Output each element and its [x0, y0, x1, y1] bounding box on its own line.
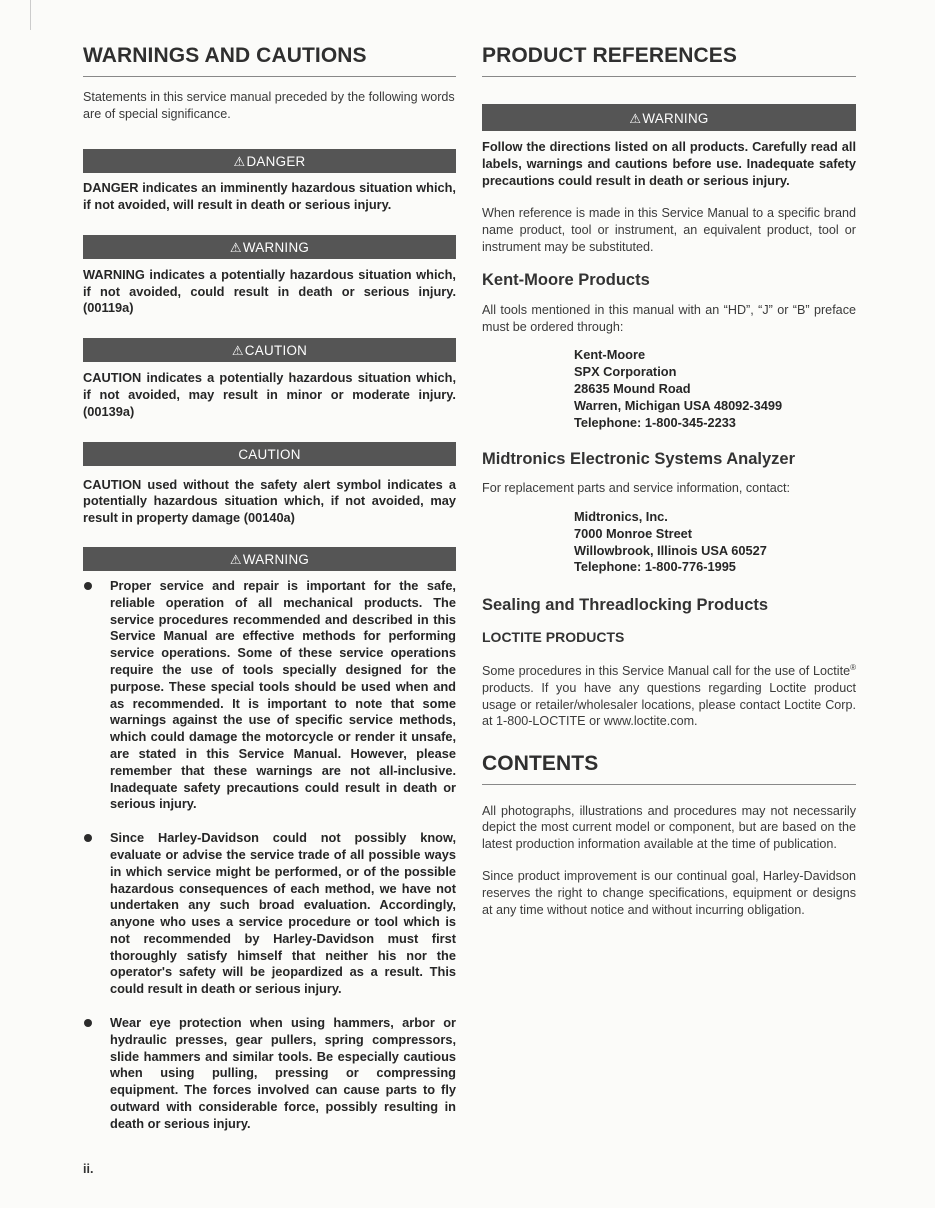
contents-title: CONTENTS — [482, 751, 599, 775]
caution-no-symbol-box — [83, 442, 456, 527]
bullet-icon — [84, 834, 92, 842]
warning-triangle-icon: ⚠ — [629, 111, 642, 126]
warnings-intro: Statements in this service manual preceded by the following words are of special significance. — [83, 90, 455, 121]
product-warning-box — [482, 104, 856, 189]
bullet-icon — [84, 582, 92, 590]
list-item: Since Harley-Davidson could not possibly know, evaluate or advise the service trade of all possible ways in which service might be performed, or of the possible hazardous consequences of each method, we have not undertaken any such broad evaluation. Accordingly, anyone who uses a service procedure or tool which is not recommended by Harley-Davidson must first thoroughly satisfy himself that neither his nor the operator's safety will be jeopardized as a result. This could result in death or serious injury. — [83, 830, 456, 998]
caution-plain-bar — [83, 442, 456, 466]
kent-moore-text: All tools mentioned in this manual with an “HD”, “J” or “B” preface must be ordered through: — [482, 303, 856, 334]
scan-edge-mark — [30, 0, 31, 30]
danger-text: DANGER indicates an imminently hazardous situation which, if not avoided, will result in death or serious injury. — [83, 180, 456, 212]
midtronics-title: Midtronics Electronic Systems Analyzer — [482, 450, 795, 469]
list-item: Wear eye protection when using hammers, arbor or hydraulic presses, gear pullers, spring compressors, slide hammers and similar tools. Be especially cautious when using pulling, pressing or compressing equipment. The forces involved can cause parts to fly outward with considerable force, possibly resulting in death or serious injury. — [83, 1015, 456, 1133]
sealing-title: Sealing and Threadlocking Products — [482, 596, 769, 615]
page-number: ii. — [83, 1162, 94, 1176]
warning-text: WARNING indicates a potentially hazardous situation which, if not avoided, could result in death or serious injury. (00119a) — [83, 266, 456, 316]
warnings-title: WARNINGS AND CAUTIONS — [83, 44, 367, 67]
loctite-title: LOCTITE PRODUCTS — [482, 629, 625, 646]
caution-plain-label: CAUTION — [238, 446, 301, 462]
product-warning-label: WARNING — [642, 111, 709, 126]
loctite-text: Some procedures in this Service Manual call for the use of Loctite® products. If you have any questions regarding Loctite product usage or retailer/wholesaler locations, please contact Loctite Corp. at 1-800-LOCTITE or www.loctite.com. — [482, 663, 856, 729]
address-line: 28635 Mound Road — [574, 380, 691, 396]
references-column — [482, 44, 856, 918]
list-item: Proper service and repair is important for the safe, reliable operation of all mechanical products. The service procedures recommended and described in this Service Manual are effective methods for performing service operations. Some of these service operations require the use of tools specially designed for the purpose. These special tools should be used when and as recommended. It is important to note that some warnings against the use of specific service methods, which could damage the motorcycle or render it unsafe, are stated in this Service Manual. However, please remember that these warnings are not all-inclusive. Inadequate safety precautions could result in death or serious injury. — [83, 578, 456, 813]
warning-triangle-icon: ⚠ — [231, 343, 244, 359]
bullet-icon — [84, 1019, 92, 1027]
contents-paragraph-2: Since product improvement is our continual goal, Harley-Davidson reserves the right to change specifications, equipment or designs at any time without notice and without incurring obligation. — [482, 869, 856, 917]
caution-bar — [83, 338, 456, 362]
address-line: Telephone: 1-800-776-1995 — [574, 559, 736, 575]
caution-box — [83, 338, 456, 420]
contents-paragraph-1: All photographs, illustrations and procedures may not necessarily depict the most current model or component, but are based on the latest production information available at the time of publication. — [482, 803, 856, 851]
warning-triangle-icon: ⚠ — [229, 239, 242, 255]
danger-label: DANGER — [246, 154, 306, 170]
midtronics-address — [574, 509, 856, 576]
product-references-title: PRODUCT REFERENCES — [482, 44, 737, 67]
product-warning-text: Follow the directions listed on all products. Carefully read all labels, warnings and cautions before use. Inadequate safety precautions could result in death or serious injury. — [482, 139, 856, 188]
danger-box — [83, 149, 456, 214]
kent-moore-title: Kent-Moore Products — [482, 271, 650, 290]
address-line: SPX Corporation — [574, 364, 677, 380]
caution-label: CAUTION — [244, 343, 308, 359]
address-line: Telephone: 1-800-345-2233 — [574, 414, 736, 430]
caution-plain-text: CAUTION used without the safety alert symbol indicates a potentially hazardous situation which, if not avoided, may result in property damage (00140a) — [83, 476, 456, 526]
address-line: 7000 Monroe Street — [574, 525, 693, 541]
reference-text: When reference is made in this Service Manual to a specific brand name product, tool or instrument, an equivalent product, tool or instrument may be substituted. — [482, 206, 856, 254]
warning-bullet-list — [83, 578, 456, 1133]
warning-box — [83, 235, 456, 317]
address-line: Willowbrook, Illinois USA 60527 — [574, 542, 767, 558]
title-rule — [83, 76, 456, 77]
danger-bar — [83, 149, 456, 173]
warning-triangle-icon: ⚠ — [229, 551, 242, 567]
general-warning-bar — [83, 547, 456, 571]
general-warning-label: WARNING — [242, 551, 310, 567]
warnings-column — [83, 44, 456, 1150]
caution-text: CAUTION indicates a potentially hazardous situation which, if not avoided, may result in minor or moderate injury. (00139a) — [83, 370, 456, 419]
title-rule — [482, 76, 856, 77]
warning-label: WARNING — [242, 239, 310, 255]
warning-triangle-icon: ⚠ — [233, 154, 246, 170]
address-line: Midtronics, Inc. — [574, 508, 668, 524]
warning-bar — [83, 235, 456, 259]
address-line: Warren, Michigan USA 48092-3499 — [574, 397, 783, 413]
general-warning-box — [83, 547, 456, 1133]
product-warning-bar — [482, 104, 856, 131]
kent-moore-address — [574, 347, 856, 431]
midtronics-text: For replacement parts and service information, contact: — [482, 481, 790, 496]
address-line: Kent-Moore — [574, 347, 646, 363]
title-rule — [482, 784, 856, 785]
